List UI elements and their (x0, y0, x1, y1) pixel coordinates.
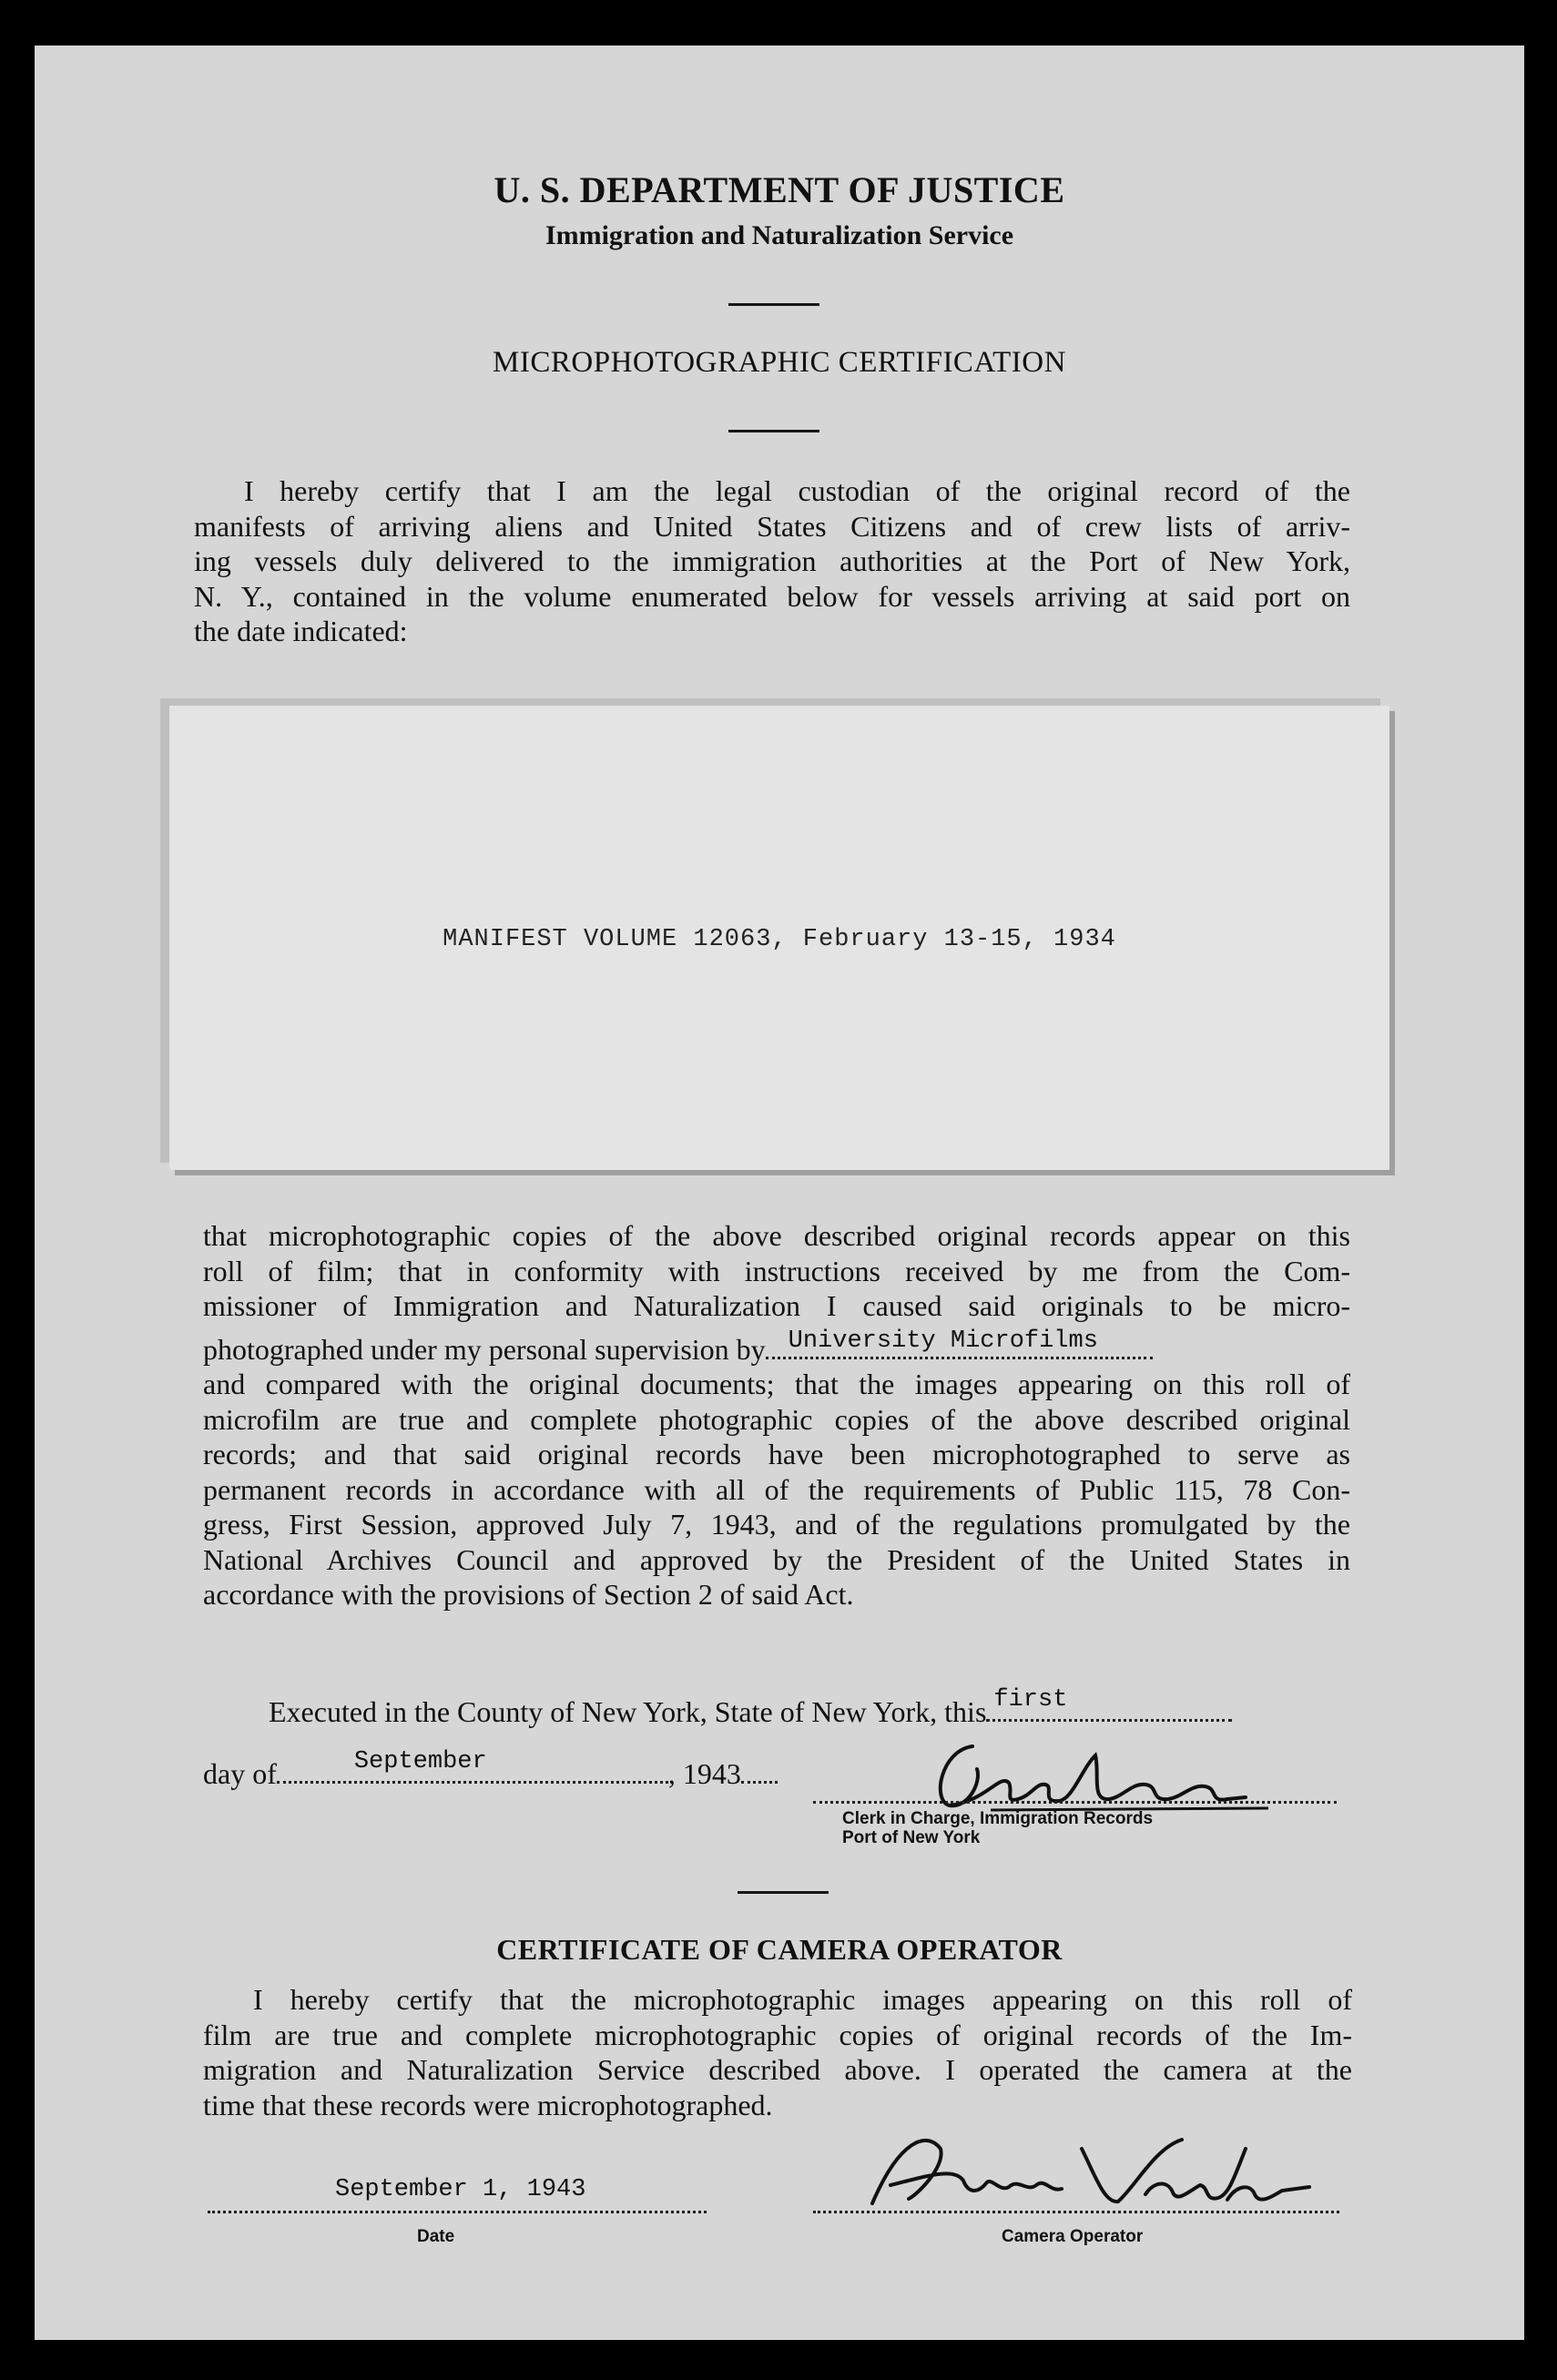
text-line: microfilm are true and complete photographic copies of the above described original (203, 1402, 1350, 1436)
manifest-card (169, 706, 1389, 1170)
executed-prefix: Executed in the County of New York, State of New York, this (269, 1695, 987, 1728)
clerk-title: Clerk in Charge, Immigration Records (842, 1809, 1154, 1828)
certification-title: MICROPHOTOGRAPHIC CERTIFICATION (493, 346, 1066, 379)
text-line: migration and Naturalization Service described above. I operated the camera at the (203, 2053, 1352, 2086)
body-paragraph (203, 1218, 1350, 1612)
divider (728, 430, 819, 432)
text-line: roll of film; that in conformity with instructions received by me from the Com- (203, 1254, 1350, 1287)
supervision-field (766, 1329, 1153, 1359)
clerk-office: Port of New York (842, 1828, 981, 1847)
text-line: National Archives Council and approved by the President of the United States in (203, 1542, 1350, 1576)
month-field (277, 1748, 668, 1784)
date-value: September 1, 1943 (335, 2176, 586, 2203)
year-dots (741, 1754, 778, 1784)
text-line: time that these records were microphotographed. (203, 2088, 773, 2121)
month-value: September (353, 1748, 487, 1775)
certificate-page (35, 46, 1524, 2340)
camera-certificate-paragraph (203, 1982, 1352, 2122)
text-line: gress, First Session, approved July 7, 1943, and of the regulations promulgated by the (203, 1508, 1350, 1541)
text-line: and compared with the original documents; that the images appearing on this roll of (203, 1368, 1350, 1400)
text-line: accordance with the provisions of Section 2 of said Act. (203, 1578, 854, 1611)
text-line: records; and that said original records have been microphotographed to serve as (203, 1438, 1350, 1470)
intro-paragraph (194, 473, 1350, 649)
text-line: that microphotographic copies of the above described original records appear on this (203, 1219, 1350, 1252)
date-label: Date (417, 2227, 455, 2246)
day-field (986, 1686, 1232, 1722)
operator-signature-line (813, 2205, 1339, 2213)
text-line: I hereby certify that the microphotographic images appearing on this roll of (253, 1983, 1352, 2016)
text-line: N. Y., contained in the volume enumerated below for vessels arriving at said port on (194, 579, 1350, 613)
text-line: I hereby certify that I am the legal custodian of the original record of the (244, 474, 1350, 507)
department-heading: U. S. DEPARTMENT OF JUSTICE (494, 169, 1065, 210)
manifest-volume-label: MANIFEST VOLUME 12063, February 13-15, 1934 (443, 926, 1116, 953)
year-value: , 1943 (667, 1757, 741, 1790)
date-field (208, 2205, 707, 2213)
supervision-value: University Microfilms (788, 1327, 1098, 1355)
text-line: ing vessels duly delivered to the immigration authorities at the Port of New York, (194, 544, 1350, 577)
text-line: the date indicated: (194, 615, 408, 647)
day-of-label: day of (203, 1757, 277, 1790)
text-line: film are true and complete microphotographic copies of original records of the Im- (203, 2018, 1352, 2051)
text-line: manifests of arriving aliens and United States Citizens and of crew lists of arriv- (194, 509, 1350, 543)
supervision-line (203, 1329, 1350, 1368)
text-line: missioner of Immigration and Naturalization I caused said originals to be micro- (203, 1289, 1350, 1322)
divider (728, 303, 819, 306)
divider (738, 1891, 829, 1894)
date-line (203, 1748, 778, 1791)
clerk-signature-line (813, 1795, 1337, 1804)
text-line: permanent records in accordance with all of the requirements of Public 115, 78 Con- (203, 1472, 1350, 1506)
camera-operator-label: Camera Operator (1002, 2227, 1144, 2246)
camera-certificate-title: CERTIFICATE OF CAMERA OPERATOR (496, 1933, 1063, 1966)
service-subheading: Immigration and Naturalization Service (544, 220, 1014, 250)
supervision-prefix: photographed under my personal supervision by (203, 1332, 766, 1366)
day-value: first (993, 1686, 1068, 1714)
